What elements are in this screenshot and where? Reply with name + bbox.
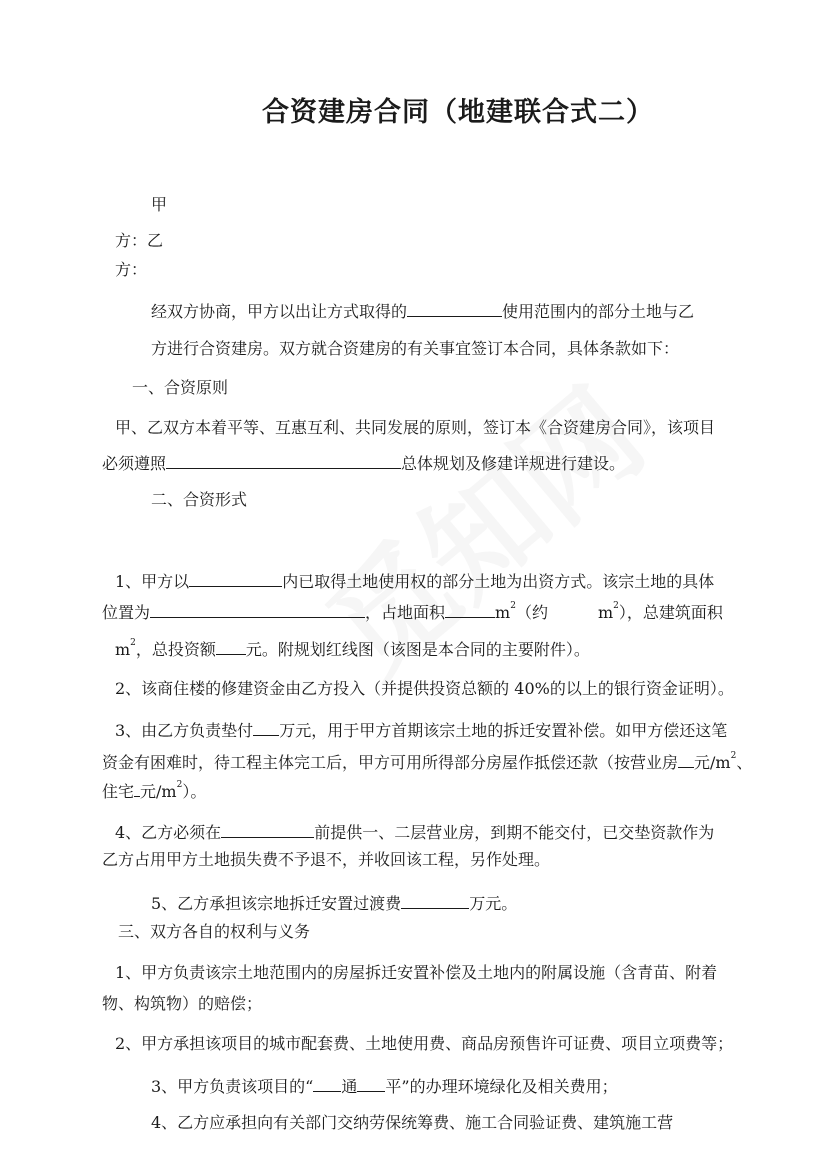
- party-a-line: [115, 231, 163, 251]
- item-text: 资金有困难时，待工程主体完工后，甲方可用所得部分房屋作抵偿还款（按营业房: [102, 753, 679, 772]
- utilities-count-blank-2[interactable]: [357, 1074, 385, 1092]
- item-text: 3、由乙方负责垫付: [115, 721, 254, 740]
- section-2-item-4-line-1: [115, 820, 714, 843]
- section-2-item-3-line-2: [102, 750, 752, 773]
- item-text: ），总建筑面积: [618, 603, 723, 622]
- land-certificate-blank[interactable]: [407, 299, 502, 317]
- party-b-label: 乙: [147, 231, 164, 250]
- section-2-item-1-line-2: [102, 600, 723, 623]
- transition-fee-blank[interactable]: [401, 891, 469, 909]
- item-text: 元/m: [694, 753, 731, 772]
- position-blank[interactable]: [150, 600, 365, 618]
- section-2-item-5: [151, 891, 517, 914]
- item-text: 内已取得土地使用权的部分土地为出资方式。该宗土地的具体: [282, 572, 715, 591]
- section-3-item-4: 4、乙方应承担向有关部门交纳劳保统筹费、施工合同验证费、建筑施工营: [151, 1113, 674, 1132]
- section-2-item-1-line-3: [115, 637, 590, 660]
- section-2-item-3-line-1: [115, 718, 727, 741]
- item-text: ，占地面积: [365, 603, 446, 622]
- intro-text: 使用范围内的部分土地与乙: [502, 302, 695, 321]
- item-text: 万元。: [469, 894, 518, 913]
- planning-authority-blank[interactable]: [166, 451, 401, 469]
- land-location-blank[interactable]: [189, 569, 282, 587]
- unit-m: m: [115, 640, 131, 659]
- item-text: 平”的办理环境绿化及相关费用；: [385, 1077, 618, 1096]
- item-text: 1、甲方以: [115, 572, 190, 591]
- unit-squared: 2: [510, 601, 516, 611]
- section-3-item-2: 2、甲方承担该项目的城市配套费、土地使用费、商品房预售许可证费、项目立项费等；: [115, 1034, 734, 1053]
- item-text: 通: [341, 1077, 358, 1096]
- section-1-heading: 一、合资原则: [132, 378, 229, 397]
- section-1-para-line-2: [102, 451, 625, 474]
- section-3-item-3: [151, 1074, 618, 1097]
- document-title: 合资建房合同（地建联合式二）: [262, 97, 654, 128]
- item-text: 、: [736, 753, 753, 772]
- unit-m: m: [597, 603, 614, 622]
- item-text: 元/m: [140, 782, 177, 801]
- section-2-item-2: 2、该商住楼的修建资金由乙方投入（并提供投资总额的 40%的以上的银行资金证明）。: [115, 679, 734, 698]
- item-text: 5、乙方承担该宗地拆迁安置过渡费: [151, 894, 402, 913]
- party-b-fang: 方：: [115, 260, 148, 279]
- area-blank[interactable]: [445, 600, 495, 618]
- intro-line-2: 方进行合资建房。双方就合资建房的有关事宜签订本合同，具体条款如下：: [151, 339, 680, 358]
- item-text: 住宅: [102, 782, 135, 801]
- party-a-label: 甲: [151, 195, 168, 214]
- item-text: （约: [515, 603, 548, 622]
- delivery-date-blank[interactable]: [221, 820, 314, 838]
- advance-amount-blank[interactable]: [253, 718, 279, 736]
- item-text: ，总投资额: [135, 640, 216, 659]
- section-3-item-1-line-2: 物、构筑物）的赔偿；: [102, 994, 263, 1013]
- item-text: 元。附规划红线图（该图是本合同的主要附件）。: [245, 640, 590, 659]
- unit-squared: 2: [730, 751, 737, 761]
- unit-squared: 2: [176, 780, 183, 790]
- section-1-para-line-1: 甲、乙双方本着平等、互惠互利、共同发展的原则，签订本《合资建房合同》，该项目: [115, 418, 716, 437]
- section-3-item-1-line-1: 1、甲方负责该宗土地范围内的房屋拆迁安置补偿及土地内的附属设施（含青苗、附着: [115, 963, 718, 982]
- item-text: 前提供一、二层营业房，到期不能交付，已交垫资款作为: [314, 823, 715, 842]
- section-3-heading: 三、双方各自的权利与义务: [118, 922, 311, 941]
- unit-squared: 2: [613, 601, 619, 611]
- section-2-item-1-line-1: [115, 569, 714, 592]
- unit-m: m: [495, 603, 511, 622]
- party-a-fang: 方：: [115, 231, 148, 250]
- intro-line-1: [151, 299, 694, 322]
- commercial-price-blank[interactable]: [678, 750, 694, 768]
- item-text: 4、乙方必须在: [115, 823, 222, 842]
- item-text: 万元，用于甲方首期该宗土地的拆迁安置补偿。如甲方偿还这笔: [279, 721, 728, 740]
- intro-text: 经双方协商，甲方以出让方式取得的: [151, 302, 408, 321]
- unit-squared: 2: [130, 638, 136, 648]
- section-1-text: 必须遵照: [102, 454, 167, 473]
- section-2-item-3-line-3: [102, 779, 206, 802]
- item-text: 位置为: [102, 603, 151, 622]
- section-2-heading: 二、合资形式: [151, 490, 248, 509]
- section-1-text: 总体规划及修建详规进行建设。: [401, 454, 626, 473]
- total-investment-blank[interactable]: [216, 637, 246, 655]
- section-2-item-4-line-2: 乙方占用甲方土地损失费不予退不，并收回该工程，另作处理。: [102, 850, 551, 869]
- item-text: ）。: [182, 782, 207, 801]
- item-text: 3、甲方负责该项目的“: [151, 1077, 314, 1096]
- utilities-count-blank-1[interactable]: [313, 1074, 341, 1092]
